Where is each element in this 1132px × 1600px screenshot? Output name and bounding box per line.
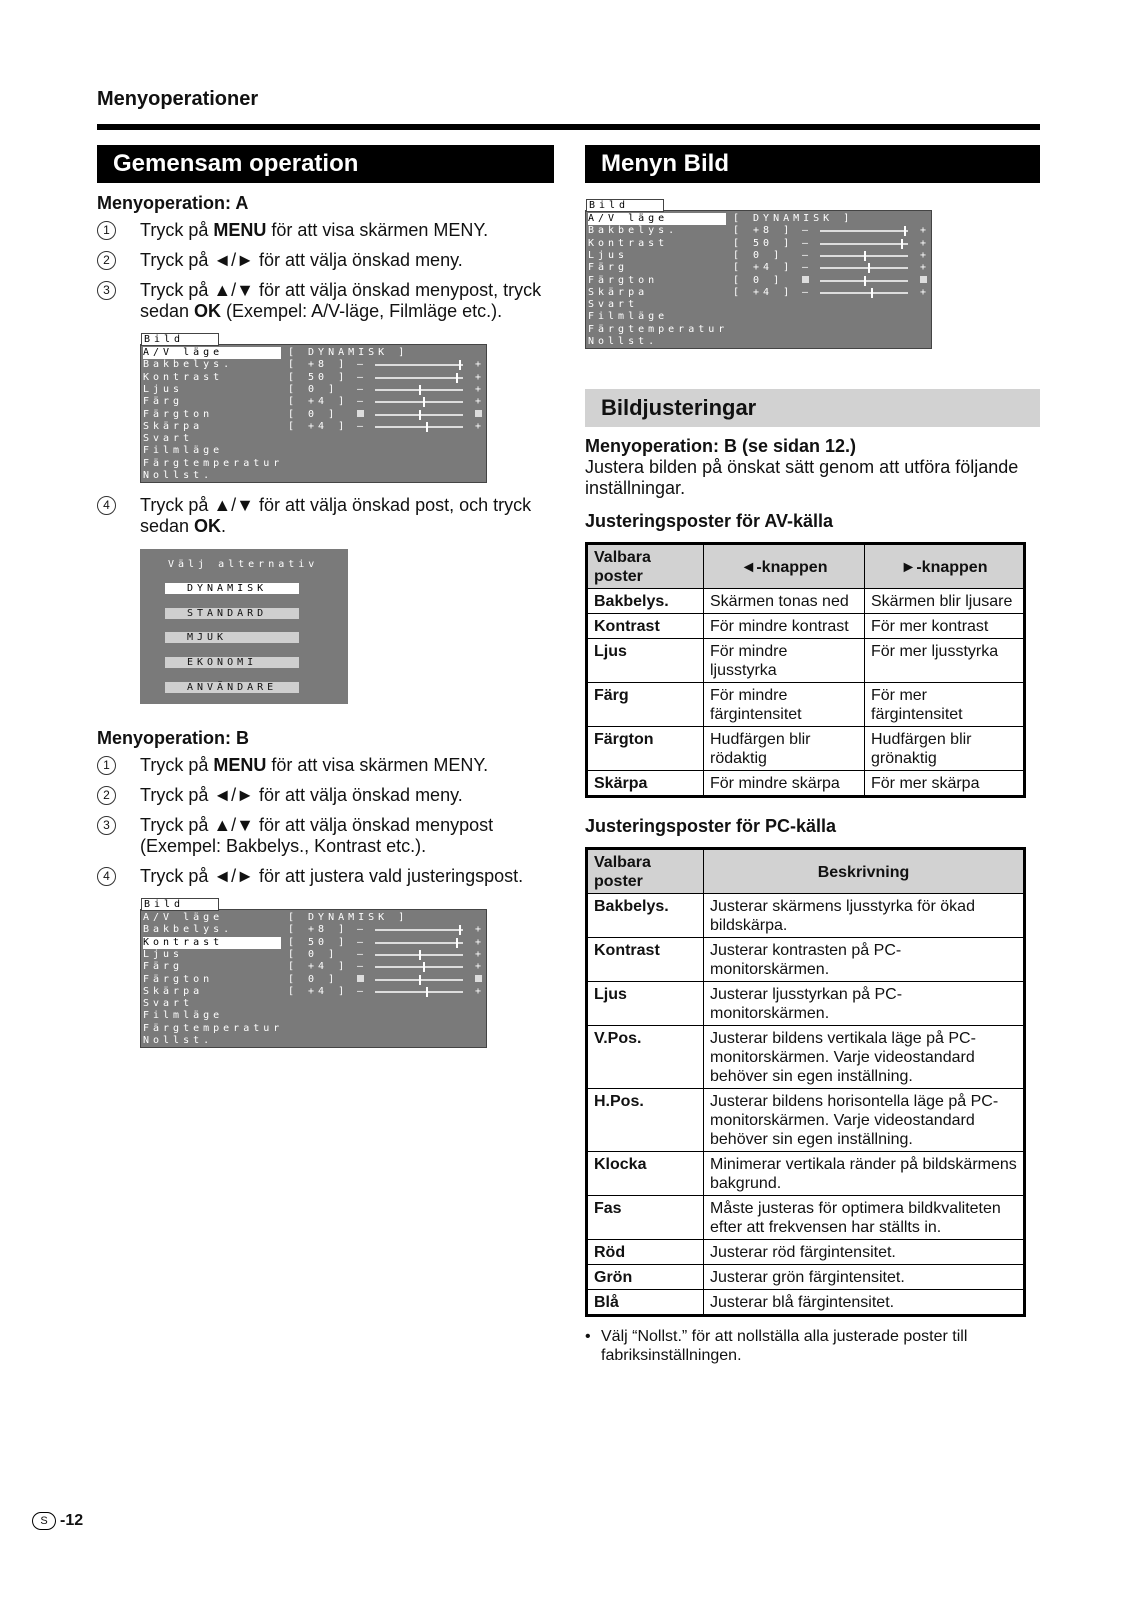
osd-slider: [375, 979, 463, 981]
osd-label: Ljus: [143, 948, 184, 960]
step-text: Tryck på ◄/► för att välja önskad meny.: [140, 785, 463, 805]
osd-row: [588, 213, 854, 225]
osd-value: [ +8 ]: [288, 924, 349, 936]
osd-value: [ 50 ]: [288, 936, 349, 948]
reset-note: [585, 1327, 1040, 1365]
osd-square-icon: [475, 974, 482, 986]
osd-plus: +: [920, 237, 931, 249]
table-item-name: Blå: [587, 1290, 704, 1316]
step-item: [97, 785, 554, 806]
square-icon: [802, 276, 809, 283]
select-option-box: [140, 549, 348, 704]
table-row: [587, 639, 1025, 683]
table-item-name: V.Pos.: [587, 1026, 704, 1089]
osd-label: Färg: [143, 961, 184, 973]
osd-plus: +: [475, 383, 486, 395]
osd-slider-knob: [426, 422, 428, 432]
table-row: [587, 771, 1025, 797]
table-row: [587, 1152, 1025, 1196]
step-number: 4: [97, 867, 116, 886]
step-item: [97, 866, 554, 887]
osd-plus: +: [920, 249, 931, 261]
table-item-name: Kontrast: [587, 938, 704, 982]
osd-label: A/V läge: [588, 213, 726, 225]
osd-value: [ +8 ]: [288, 359, 349, 371]
table-header-cell: ►-knappen: [865, 544, 1025, 589]
osd-slider-knob: [423, 962, 425, 972]
osd-minus: –: [802, 249, 813, 261]
table-row: [587, 1026, 1025, 1089]
osd-plus: +: [920, 262, 931, 274]
osd-label: Kontrast: [588, 237, 669, 249]
osd-value: [ DYNAMISK ]: [288, 347, 409, 358]
osd-label: Färgton: [143, 973, 214, 985]
osd-slider: [375, 414, 463, 416]
osd-minus: –: [357, 420, 368, 432]
page-section-title: Menyoperationer: [97, 88, 259, 110]
osd-minus: –: [357, 396, 368, 408]
table-header-cell: ◄-knappen: [704, 544, 865, 589]
osd-row: [143, 1035, 281, 1047]
osd-row: [588, 311, 726, 323]
select-option: STANDARD: [165, 608, 299, 619]
steps-a: [97, 220, 554, 322]
osd-screen-a: [140, 334, 487, 483]
table-row: [587, 683, 1025, 727]
osd-plus: +: [475, 359, 486, 371]
osd-plus: +: [920, 286, 931, 298]
osd-minus: –: [357, 948, 368, 960]
page-footer: [32, 1512, 83, 1530]
osd-row: [588, 237, 931, 250]
osd-slider: [820, 267, 908, 269]
osd-label: Färgton: [588, 274, 659, 286]
osd-row: [143, 445, 281, 457]
osd-slider-knob: [904, 226, 906, 236]
table-item-name: Klocka: [587, 1152, 704, 1196]
section-title-common-operation: Gemensam operation: [97, 145, 554, 183]
osd-minus: –: [357, 961, 368, 973]
osd-label: Färg: [143, 396, 184, 408]
step-text: Tryck på ◄/► för att justera vald justeringspost.: [140, 866, 524, 886]
osd-row: [143, 470, 281, 482]
table-cell: Justerar röd färgintensitet.: [704, 1240, 1025, 1265]
osd-minus: –: [357, 924, 368, 936]
osd-label: Nollst.: [588, 336, 659, 347]
osd-value: [ 0 ]: [288, 408, 339, 420]
osd-label: Ljus: [143, 383, 184, 395]
osd-row: [143, 433, 281, 445]
osd-value: [ +4 ]: [733, 262, 794, 274]
header-rule: [97, 124, 1040, 130]
osd-label: Nollst.: [143, 1035, 214, 1046]
step-item: [97, 755, 554, 776]
osd-value: [ 0 ]: [733, 274, 784, 286]
select-option: EKONOMI: [165, 657, 299, 668]
table-cell: Hudfärgen blir grönaktig: [865, 727, 1025, 771]
osd-value: [ 0 ]: [288, 948, 339, 960]
steps-b: [97, 755, 554, 887]
table-cell: Justerar ljusstyrkan på PC-monitorskärmen.: [704, 982, 1025, 1026]
table-cell: För mer skärpa: [865, 771, 1025, 797]
osd-label: Svart: [588, 299, 639, 311]
table-header-cell: Valbara poster: [587, 849, 704, 894]
osd-row: [588, 323, 729, 336]
table-item-name: Bakbelys.: [587, 589, 704, 614]
osd-row: [588, 225, 931, 237]
osd-label: Nollst.: [143, 470, 214, 481]
table-row: [587, 1290, 1025, 1316]
osd-plus: +: [475, 985, 486, 997]
osd-slider: [375, 377, 463, 379]
step-item: [97, 220, 554, 241]
osd-slider: [820, 243, 908, 245]
osd-value: [ +4 ]: [288, 961, 349, 973]
table-row: [587, 982, 1025, 1026]
osd-row: [143, 961, 486, 973]
square-icon: [357, 410, 364, 417]
osd-row: [143, 359, 486, 371]
osd-screen-bild: [585, 200, 932, 349]
osd-label: A/V läge: [143, 347, 281, 359]
osd-label: Ljus: [588, 249, 629, 261]
osd-slider-knob: [419, 975, 421, 985]
table-row: [587, 589, 1025, 614]
osd-label: Filmläge: [588, 311, 669, 323]
osd-minus: –: [357, 936, 368, 948]
osd-slider-knob: [871, 288, 873, 298]
step-text: Tryck på MENU för att visa skärmen MENY.: [140, 755, 489, 775]
osd-label: Kontrast: [143, 937, 281, 949]
osd-square-icon: [357, 974, 364, 986]
square-icon: [475, 975, 482, 982]
osd-row: [588, 336, 726, 348]
table-item-name: Skärpa: [587, 771, 704, 797]
osd-label: Skärpa: [143, 420, 204, 432]
table-cell: Justerar kontrasten på PC-monitorskärmen.: [704, 938, 1025, 982]
select-box-title: Välj alternativ: [168, 559, 319, 570]
osd-row: [143, 912, 409, 924]
osd-tab: Bild: [586, 199, 664, 212]
osd-row: [143, 998, 281, 1010]
osd-label: Färgtemperatur: [588, 323, 729, 335]
table-item-name: Grön: [587, 1265, 704, 1290]
osd-minus: –: [357, 359, 368, 371]
osd-minus: –: [802, 286, 813, 298]
osd-slider-knob: [419, 950, 421, 960]
step-number: 3: [97, 281, 116, 300]
table-item-name: Färgton: [587, 727, 704, 771]
table-item-name: Fas: [587, 1196, 704, 1240]
osd-slider-knob: [423, 397, 425, 407]
osd-plus: +: [475, 961, 486, 973]
table-cell: För mer kontrast: [865, 614, 1025, 639]
intro-text: Justera bilden på önskat sätt genom att utföra följande inställningar.: [585, 457, 1019, 498]
osd-value: [ +4 ]: [288, 985, 349, 997]
osd-slider: [820, 230, 908, 232]
osd-value: [ +4 ]: [288, 396, 349, 408]
osd-label: Kontrast: [143, 371, 224, 383]
osd-label: Bakbelys.: [143, 924, 234, 936]
menu-operation-a-heading: Menyoperation: A: [97, 193, 249, 213]
table-cell: Justerar blå färgintensitet.: [704, 1290, 1025, 1316]
osd-value: [ +8 ]: [733, 225, 794, 237]
osd-slider-knob: [868, 263, 870, 273]
square-icon: [920, 276, 927, 283]
osd-plus: +: [475, 948, 486, 960]
table-row: [587, 1089, 1025, 1152]
osd-row: [143, 948, 486, 961]
osd-slider: [375, 364, 463, 366]
select-option: ANVÄNDARE: [165, 682, 299, 693]
osd-slider: [375, 426, 463, 428]
osd-slider: [375, 966, 463, 968]
table-cell: Skärmen tonas ned: [704, 589, 865, 614]
table-cell: Minimerar vertikala ränder på bildskärmens bakgrund.: [704, 1152, 1025, 1196]
av-table-heading: Justeringsposter för AV-källa: [585, 511, 834, 531]
osd-row: [143, 347, 409, 359]
osd-value: [ +4 ]: [288, 420, 349, 432]
osd-value: [ 50 ]: [288, 371, 349, 383]
osd-slider-knob: [419, 410, 421, 420]
osd-row: [143, 1010, 281, 1022]
table-cell: För mindre färgintensitet: [704, 683, 865, 727]
step-text: Tryck på ▲/▼ för att välja önskad post, och tryck sedan OK.: [140, 495, 532, 536]
osd-slider: [820, 255, 908, 257]
osd-label: A/V läge: [143, 912, 224, 923]
osd-row: [143, 936, 486, 949]
osd-label: Bakbelys.: [588, 225, 679, 237]
osd-slider-knob: [459, 925, 461, 935]
osd-slider: [375, 942, 463, 944]
osd-value: [ 50 ]: [733, 237, 794, 249]
osd-slider-knob: [426, 987, 428, 997]
table-row: [587, 894, 1025, 938]
table-item-name: Bakbelys.: [587, 894, 704, 938]
table-cell: För mer färgintensitet: [865, 683, 1025, 727]
osd-slider: [375, 954, 463, 956]
menu-operation-b-heading: Menyoperation: B: [97, 728, 250, 748]
square-icon: [475, 410, 482, 417]
step-number: 4: [97, 496, 116, 515]
osd-label: Svart: [143, 998, 194, 1010]
table-item-name: Kontrast: [587, 614, 704, 639]
osd-row: [588, 262, 931, 274]
osd-minus: –: [802, 225, 813, 237]
av-adjustment-table: [585, 542, 1026, 798]
osd-square-icon: [475, 409, 482, 421]
osd-plus: +: [920, 225, 931, 237]
step-number: 1: [97, 756, 116, 775]
step-item: [97, 250, 554, 271]
osd-row: [143, 973, 339, 986]
subsection-title-bildjusteringar: Bildjusteringar: [585, 389, 1040, 427]
osd-slider-knob: [419, 385, 421, 395]
step-number: 2: [97, 251, 116, 270]
osd-plus: +: [475, 936, 486, 948]
table-cell: Justerar bildens vertikala läge på PC-monitorskärmen. Varje videostandard behöver sin egen inställning.: [704, 1026, 1025, 1089]
table-cell: Skärmen blir ljusare: [865, 589, 1025, 614]
osd-tab: Bild: [141, 333, 219, 346]
osd-slider-knob: [456, 938, 458, 948]
table-row: [587, 1240, 1025, 1265]
menu-operation-b-ref: Menyoperation: B (se sidan 12.): [585, 436, 857, 456]
table-header-cell: Beskrivning: [704, 849, 1025, 894]
osd-row: [143, 371, 486, 384]
osd-plus: +: [475, 371, 486, 383]
osd-label: Färgtemperatur: [143, 457, 284, 469]
table-cell: För mindre ljusstyrka: [704, 639, 865, 683]
pc-table-heading: Justeringsposter för PC-källa: [585, 816, 837, 836]
osd-label: Filmläge: [143, 1010, 224, 1022]
osd-row: [588, 249, 931, 262]
osd-row: [143, 420, 486, 433]
table-item-name: Röd: [587, 1240, 704, 1265]
osd-tab: Bild: [141, 898, 219, 911]
osd-square-icon: [920, 275, 927, 287]
osd-plus: +: [475, 420, 486, 432]
osd-square-icon: [357, 409, 364, 421]
select-option: DYNAMISK: [165, 583, 299, 594]
osd-slider: [820, 280, 908, 282]
osd-slider-knob: [864, 276, 866, 286]
osd-value: [ 0 ]: [288, 973, 339, 985]
steps-a-4: [97, 495, 554, 537]
table-item-name: Ljus: [587, 982, 704, 1026]
osd-slider: [375, 389, 463, 391]
osd-label: Filmläge: [143, 445, 224, 457]
pc-adjustment-table: [585, 847, 1026, 1317]
table-header-cell: Valbara poster: [587, 544, 704, 589]
osd-minus: –: [357, 383, 368, 395]
square-icon: [357, 975, 364, 982]
table-cell: Måste justeras för optimera bildkvaliteten efter att frekvensen har ställts in.: [704, 1196, 1025, 1240]
table-cell: För mindre skärpa: [704, 771, 865, 797]
osd-slider: [375, 401, 463, 403]
osd-label: Färg: [588, 262, 629, 274]
select-option: MJUK: [165, 632, 299, 643]
step-item: [97, 815, 554, 857]
osd-slider-knob: [456, 373, 458, 383]
step-text: Tryck på ▲/▼ för att välja önskad menypost (Exempel: Bakbelys., Kontrast etc.).: [140, 815, 494, 856]
osd-minus: –: [357, 985, 368, 997]
osd-slider-knob: [459, 360, 461, 370]
table-row: [587, 938, 1025, 982]
osd-label: Skärpa: [143, 985, 204, 997]
osd-row: [143, 457, 284, 470]
step-text: Tryck på ◄/► för att välja önskad meny.: [140, 250, 463, 270]
left-column: [97, 145, 554, 1048]
table-row: [587, 1265, 1025, 1290]
table-row: [587, 614, 1025, 639]
table-cell: Justerar grön färgintensitet.: [704, 1265, 1025, 1290]
osd-label: Skärpa: [588, 286, 649, 298]
table-item-name: Färg: [587, 683, 704, 727]
osd-screen-b: [140, 899, 487, 1048]
osd-row: [143, 985, 486, 998]
step-text: Tryck på ▲/▼ för att välja önskad menypost, tryck sedan OK (Exempel: A/V-läge, Filmläge etc.).: [140, 280, 542, 321]
osd-value: [ 0 ]: [733, 249, 784, 261]
osd-slider: [375, 991, 463, 993]
osd-row: [143, 383, 486, 396]
osd-value: [ DYNAMISK ]: [733, 213, 854, 224]
osd-value: [ 0 ]: [288, 383, 339, 395]
osd-minus: –: [802, 237, 813, 249]
osd-minus: –: [357, 371, 368, 383]
osd-slider-knob: [901, 239, 903, 249]
osd-slider: [375, 929, 463, 931]
osd-row: [143, 396, 486, 408]
step-number: 3: [97, 816, 116, 835]
osd-row: [588, 286, 931, 299]
table-cell: Justerar skärmens ljusstyrka för ökad bildskärpa.: [704, 894, 1025, 938]
step-item: [97, 495, 554, 537]
osd-label: Svart: [143, 433, 194, 445]
osd-label: Färgtemperatur: [143, 1022, 284, 1034]
osd-value: [ +4 ]: [733, 286, 794, 298]
osd-label: Färgton: [143, 408, 214, 420]
table-row: [587, 1196, 1025, 1240]
bullet: •: [585, 1328, 591, 1345]
table-cell: Hudfärgen blir rödaktig: [704, 727, 865, 771]
osd-plus: +: [475, 396, 486, 408]
osd-label: Bakbelys.: [143, 359, 234, 371]
language-badge: S: [32, 1512, 56, 1530]
osd-row: [588, 274, 784, 287]
osd-row: [588, 299, 726, 311]
osd-row: [143, 924, 486, 936]
step-number: 1: [97, 221, 116, 240]
table-cell: För mindre kontrast: [704, 614, 865, 639]
section-title-menu-bild: Menyn Bild: [585, 145, 1040, 183]
right-column: [585, 145, 1040, 1365]
table-cell: Justerar bildens horisontella läge på PC-monitorskärmen. Varje videostandard behöver sin egen inställning.: [704, 1089, 1025, 1152]
table-row: [587, 727, 1025, 771]
table-item-name: Ljus: [587, 639, 704, 683]
osd-minus: –: [802, 262, 813, 274]
osd-row: [143, 408, 339, 421]
page-number: -12: [60, 1512, 84, 1529]
osd-plus: +: [475, 924, 486, 936]
table-item-name: H.Pos.: [587, 1089, 704, 1152]
reset-note-text: Välj “Nollst.” för att nollställa alla justerade poster till fabriksinställningen.: [601, 1328, 968, 1364]
table-cell: För mer ljusstyrka: [865, 639, 1025, 683]
osd-slider-knob: [864, 251, 866, 261]
osd-slider: [820, 292, 908, 294]
step-item: [97, 280, 554, 322]
osd-value: [ DYNAMISK ]: [288, 912, 409, 923]
step-number: 2: [97, 786, 116, 805]
step-text: Tryck på MENU för att visa skärmen MENY.: [140, 220, 489, 240]
osd-row: [143, 1022, 284, 1035]
osd-square-icon: [802, 275, 809, 287]
